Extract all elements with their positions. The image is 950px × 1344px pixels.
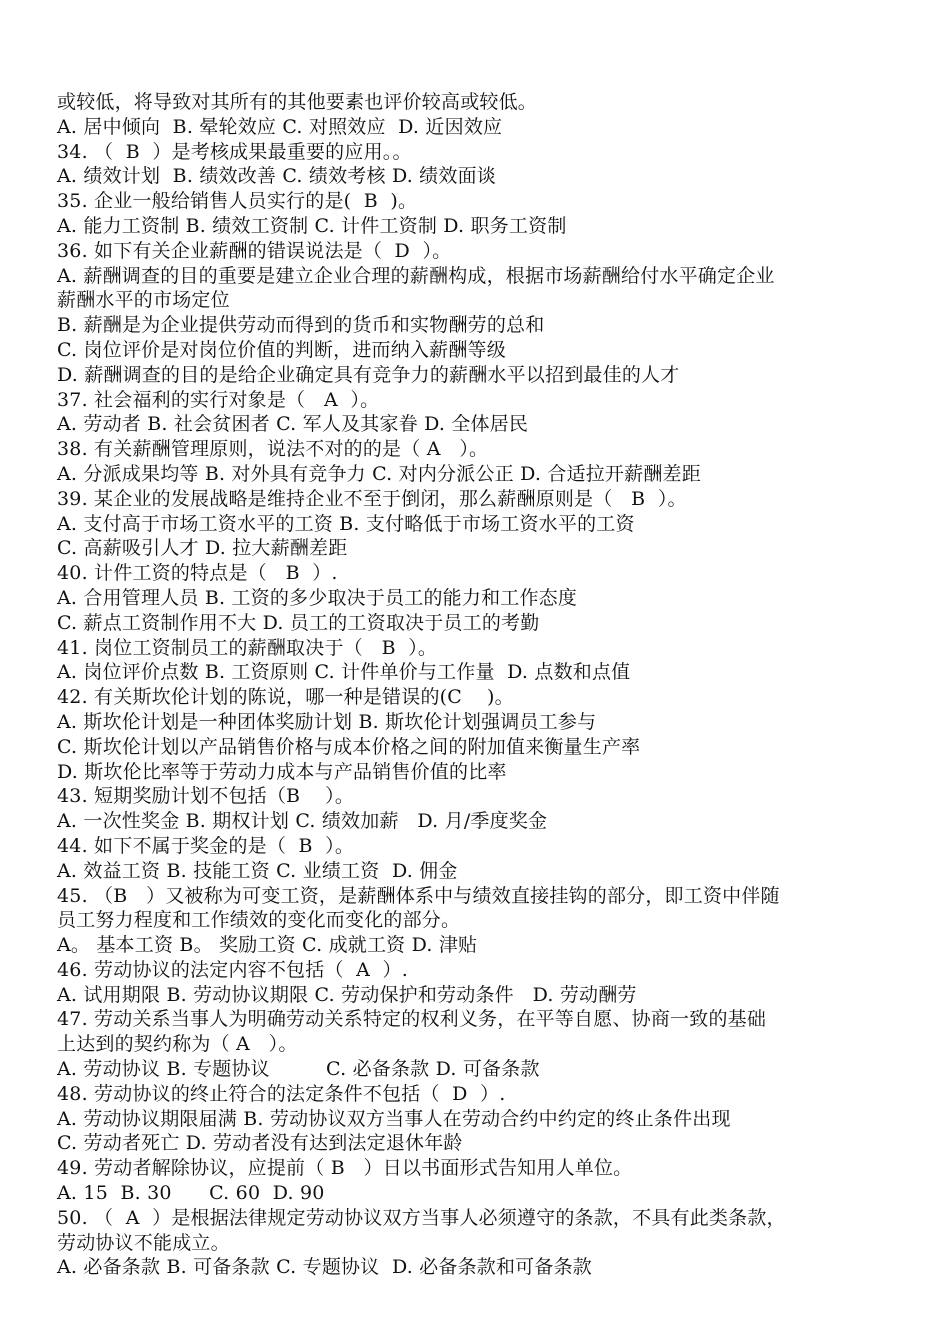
text-line: A. 试用期限 B. 劳动协议期限 C. 劳动保护和劳动条件 D. 劳动酬劳	[57, 983, 637, 1006]
text-line: A. 薪酬调查的目的重要是建立企业合理的薪酬构成，根据市场薪酬给付水平确定企业	[57, 264, 775, 287]
text-line: 上达到的契约称为（ A ）。	[57, 1033, 298, 1056]
text-line: 34. （ B ）是考核成果最重要的应用。。	[57, 140, 412, 163]
text-line: 劳动协议不能成立。	[57, 1231, 230, 1254]
text-line: A. 劳动协议期限届满 B. 劳动协议双方当事人在劳动合约中约定的终止条件出现	[57, 1107, 731, 1130]
text-line: A. 合用管理人员 B. 工资的多少取决于员工的能力和工作态度	[57, 586, 578, 609]
text-line: A. 15 B. 30 C. 60 D. 90	[57, 1182, 325, 1205]
text-line: C. 薪点工资制作用不大 D. 员工的工资取决于员工的考勤	[57, 611, 540, 634]
text-line: A. 支付高于市场工资水平的工资 B. 支付略低于市场工资水平的工资	[57, 512, 635, 535]
text-line: 39. 某企业的发展战略是维持企业不至于倒闭，那么薪酬原则是（ B ）。	[57, 487, 687, 510]
text-line: D. 薪酬调查的目的是给企业确定具有竞争力的薪酬水平以招到最佳的人才	[57, 363, 680, 386]
text-line: 35. 企业一般给销售人员实行的是( B )。	[57, 190, 418, 213]
text-line: 38. 有关薪酬管理原则，说法不对的的是（ A ）。	[57, 438, 489, 461]
text-line: 43. 短期奖励计划不包括（B ）。	[57, 785, 355, 808]
text-line: 44. 如下不属于奖金的是（ B ）。	[57, 834, 355, 857]
text-line: 49. 劳动者解除协议，应提前（ B ）日以书面形式告知用人单位。	[57, 1157, 633, 1180]
text-line: 或较低，将导致对其所有的其他要素也评价较高或较低。	[57, 91, 538, 113]
text-line: A. 必备条款 B. 可备条款 C. 专题协议 D. 必备条款和可备条款	[57, 1256, 592, 1279]
text-line: A。 基本工资 B。 奖励工资 C. 成就工资 D. 津贴	[57, 934, 478, 957]
text-line: A. 绩效计划 B. 绩效改善 C. 绩效考核 D. 绩效面谈	[57, 165, 496, 188]
text-line: 薪酬水平的市场定位	[57, 289, 230, 312]
text-line: A. 劳动协议 B. 专题协议 C. 必备条款 D. 可备条款	[57, 1058, 540, 1081]
text-line: 42. 有关斯坎伦计划的陈说，哪一种是错误的(C )。	[57, 686, 514, 709]
text-line: D. 斯坎伦比率等于劳动力成本与产品销售价值的比率	[57, 760, 507, 783]
text-line: A. 能力工资制 B. 绩效工资制 C. 计件工资制 D. 职务工资制	[57, 214, 567, 237]
text-line: 37. 社会福利的实行对象是（ A ）。	[57, 388, 380, 411]
text-line: 41. 岗位工资制员工的薪酬取决于（ B ）。	[57, 636, 438, 659]
text-line: 47. 劳动关系当事人为明确劳动关系特定的权利义务，在平等自愿、协商一致的基础	[57, 1008, 767, 1031]
text-line: 员工努力程度和工作绩效的变化而变化的部分。	[57, 909, 461, 932]
text-line: B. 薪酬是为企业提供劳动而得到的货币和实物酬劳的总和	[57, 314, 545, 337]
text-line: A. 居中倾向 B. 晕轮效应 C. 对照效应 D. 近因效应	[57, 115, 503, 138]
text-line: C. 岗位评价是对岗位价值的判断，进而纳入薪酬等级	[57, 338, 506, 361]
text-line: A. 效益工资 B. 技能工资 C. 业绩工资 D. 佣金	[57, 859, 458, 882]
text-line: A. 一次性奖金 B. 期权计划 C. 绩效加薪 D. 月/季度奖金	[57, 810, 548, 833]
text-line: A. 斯坎伦计划是一种团体奖励计划 B. 斯坎伦计划强调员工参与	[57, 710, 597, 733]
text-line: 36. 如下有关企业薪酬的错误说法是（ D ）。	[57, 239, 452, 262]
text-line: A. 分派成果均等 B. 对外具有竞争力 C. 对内分派公正 D. 合适拉开薪酬差距	[57, 462, 701, 485]
document-body	[57, 90, 907, 1280]
text-line: 45. （B ）又被称为可变工资，是薪酬体系中与绩效直接挂钩的部分，即工资中伴随	[57, 884, 780, 907]
text-line: C. 斯坎伦计划以产品销售价格与成本价格之间的附加值来衡量生产率	[57, 735, 641, 758]
text-line: A. 岗位评价点数 B. 工资原则 C. 计件单价与工作量 D. 点数和点值	[57, 661, 631, 684]
text-line: 40. 计件工资的特点是（ B ）.	[57, 562, 338, 585]
text-line: 48. 劳动协议的终止符合的法定条件不包括（ D ）.	[57, 1082, 506, 1105]
text-line: C. 劳动者死亡 D. 劳动者没有达到法定退休年龄	[57, 1132, 463, 1155]
text-line: C. 高薪吸引人才 D. 拉大薪酬差距	[57, 537, 348, 560]
text-line: 50. （ A ）是根据法律规定劳动协议双方当事人必须遵守的条款，不具有此类条款，	[57, 1206, 786, 1229]
text-line: A. 劳动者 B. 社会贫困者 C. 军人及其家眷 D. 全体居民	[57, 413, 529, 436]
text-line: 46. 劳动协议的法定内容不包括（ A ）.	[57, 958, 408, 981]
